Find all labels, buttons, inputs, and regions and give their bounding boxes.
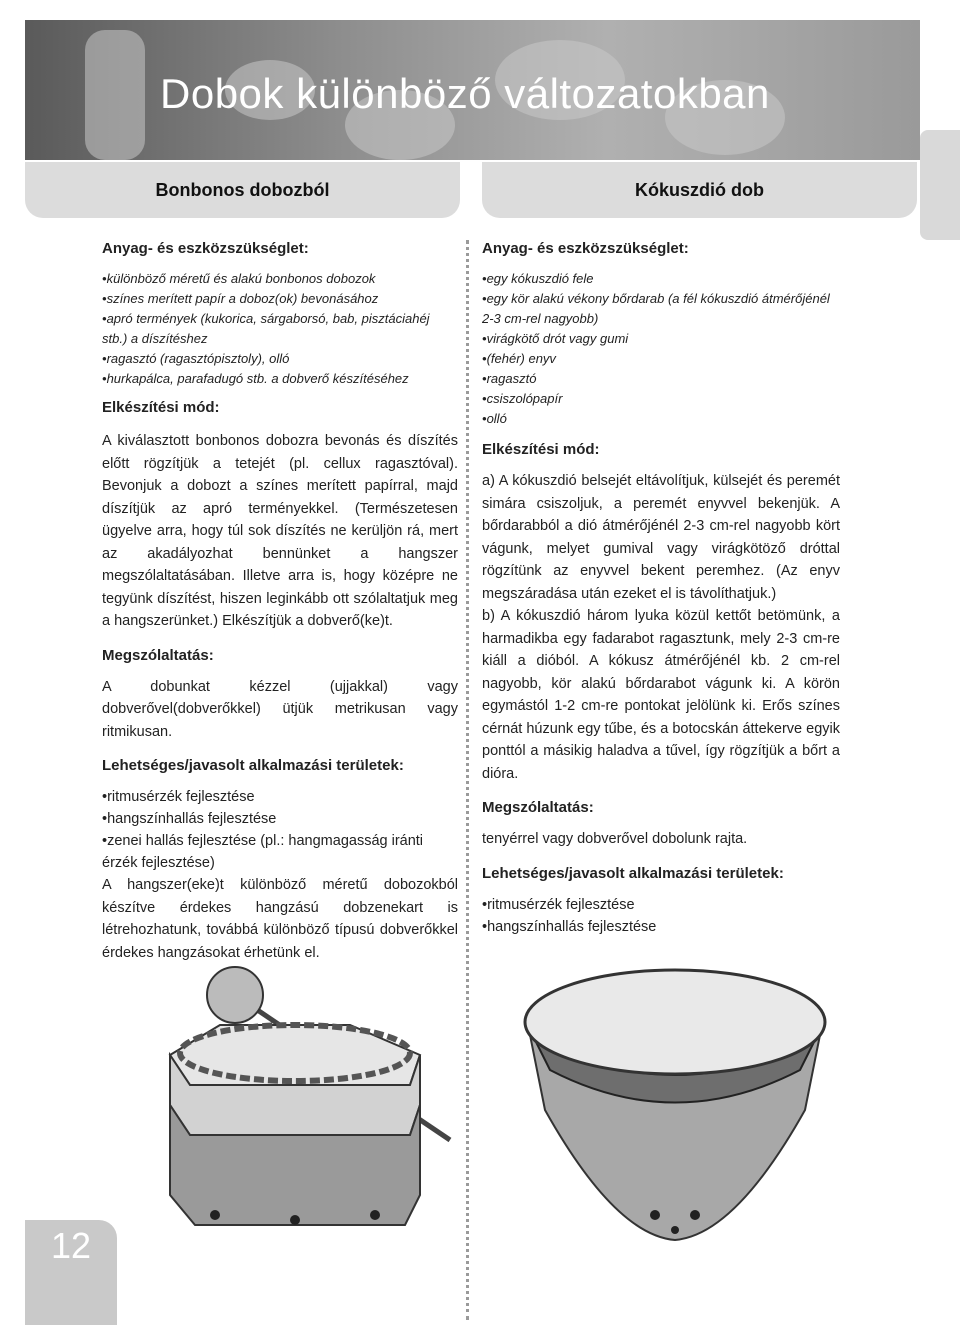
prep-text-a: a) A kókuszdió belsejét eltávolítjuk, külsejét és peremét simára csiszoljuk, a peremét enyvvel bekenjük. A bőrdarabból a dió átmérőjénél 2-3 cm-rel nagyobb kört vágunk, melyet gumival vagy virágkötöző dróttal rögzítünk az enyvvel bekent peremhez. (Az enyv megszáradása után ezeket el is távolíthatjuk.) <box>482 473 840 602</box>
list-item: • csiszolópapír <box>482 389 840 409</box>
list-item: • hangszínhallás fejlesztése <box>482 916 840 938</box>
coconut-drum-illustration <box>515 960 835 1245</box>
left-column <box>102 240 458 964</box>
list-item: • ritmusérzék fejlesztése <box>482 894 840 916</box>
uses-heading: Lehetséges/javasolt alkalmazási területek: <box>102 757 404 774</box>
list-item: • hurkapálca, parafadugó stb. a dobverő készítéséhez <box>102 369 458 389</box>
list-item: • ritmusérzék fejlesztése <box>102 786 458 808</box>
list-item: • olló <box>482 409 840 429</box>
prep-text: A kiválasztott bonbonos dobozra bevonás és díszítés előtt rögzítjük a tetejét (pl. cellux ragasztóval). Bevonjuk a dobozt a színes merített papírral, majd díszítjük az apró terményekkel. (Természetesen ügyelve arra, hogy túl sok díszítés ne kerüljön rá, mert az akadályozhat bennünket a hangszer megszólaltatásában. Illetve arra is, hogy középre ne tegyünk díszítést, hiszen leginkább ott szólaltatjuk meg a hangszerünket.) Elkészítjük a dobverő(ke)t. <box>102 433 458 629</box>
list-item: • zenei hallás fejlesztése (pl.: hangmagasság iránti érzék fejlesztése) <box>102 830 458 874</box>
list-item: • (fehér) enyv <box>482 349 840 369</box>
materials-heading: Anyag- és eszközszükséglet: <box>102 240 309 257</box>
page-number: 12 <box>50 1225 92 1266</box>
right-column <box>482 240 840 938</box>
uses-text: A hangszer(eke)t különböző méretű dobozokból készítve érdekes hangzású dobzenekart is létrehozhatunk, továbbá különböző típusú dobverőkkel érdekes hangzásokat érhetünk el. <box>102 877 458 961</box>
side-tab <box>920 130 960 240</box>
decor-stick <box>85 30 145 160</box>
prep-heading: Elkészítési mód: <box>482 441 600 458</box>
materials-list <box>102 269 458 389</box>
play-heading: Megszólaltatás: <box>102 646 214 664</box>
list-item: • különböző méretű és alakú bonbonos dobozok <box>102 269 458 289</box>
prep-heading: Elkészítési mód: <box>102 399 220 416</box>
section-title-right: Kókuszdió dob <box>482 162 917 218</box>
uses-heading: Lehetséges/javasolt alkalmazási területek: <box>482 864 784 882</box>
play-text: A dobunkat kézzel (ujjakkal) vagy dobverővel(dobverőkkel) ütjük metrikusan vagy ritmikusan. <box>102 678 458 740</box>
list-item: • ragasztó <box>482 369 840 389</box>
list-item: • hangszínhallás fejlesztése <box>102 808 458 830</box>
prep-text-b: b) A kókuszdió három lyuka közül kettőt betömünk, a harmadikba egy fadarabot ragasztunk, mely 2-3 cm-re kiáll a dióból. A kókusz átmérőjénél kb. 2 cm-rel nagyobb, kör alakú bőrdarabot vágunk ki. A körön egymástól 1-2 cm-re pontokat jelölünk ki. Erős színes cérnát húzunk egy tűbe, és a botocskán áttekerve egyik ponttól a másikig haladva a tűvel, így rögzítjük a bőrt a dióra. <box>482 608 840 782</box>
play-text: tenyérrel vagy dobverővel dobolunk rajta. <box>482 831 748 847</box>
list-item: • színes merített papír a doboz(ok) bevonásához <box>102 289 458 309</box>
list-item: • egy kókuszdió fele <box>482 269 840 289</box>
play-heading: Megszólaltatás: <box>482 799 594 816</box>
box-drum-illustration <box>130 935 460 1255</box>
materials-heading: Anyag- és eszközszükséglet: <box>482 240 689 257</box>
list-item: • virágkötő drót vagy gumi <box>482 329 840 349</box>
materials-list <box>482 269 840 429</box>
list-item: • apró termények (kukorica, sárgaborsó, bab, pisztáciahéj stb.) a díszítéshez <box>102 309 458 349</box>
list-item: • egy kör alakú vékony bőrdarab (a fél kókuszdió átmérőjénél 2-3 cm-rel nagyobb) <box>482 289 840 329</box>
uses-list <box>482 894 840 938</box>
column-divider <box>466 240 469 1320</box>
section-title-left: Bonbonos dobozból <box>25 162 460 218</box>
page-title: Dobok különböző változatokban <box>160 70 770 117</box>
uses-list <box>102 786 458 874</box>
list-item: • ragasztó (ragasztópisztoly), olló <box>102 349 458 369</box>
